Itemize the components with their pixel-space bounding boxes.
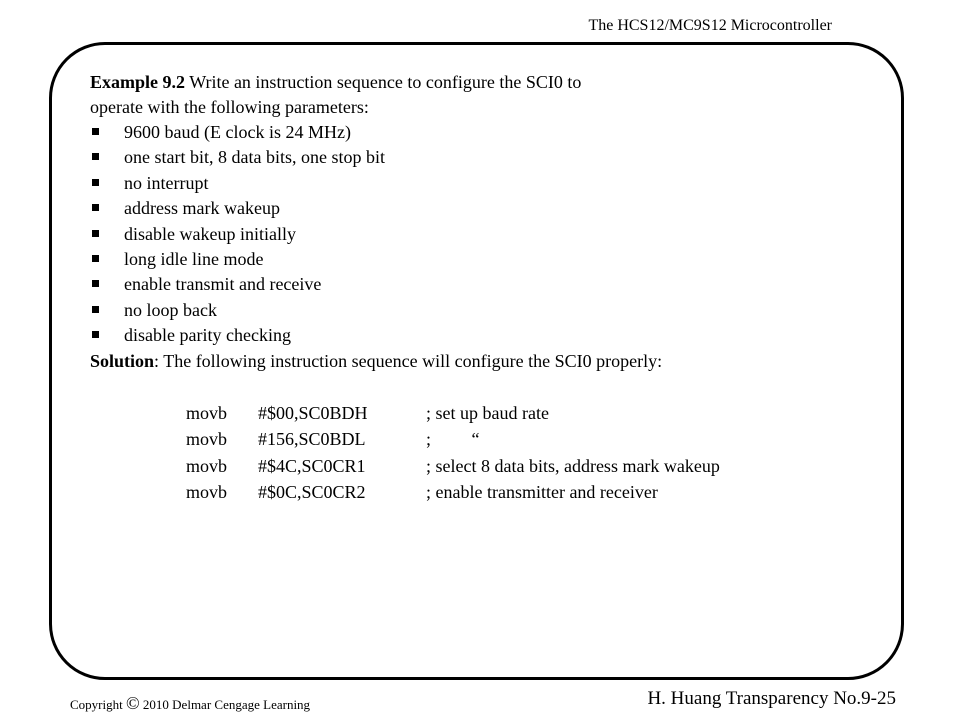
- copyright-notice: [70, 693, 310, 714]
- code-mnemonic: movb: [186, 455, 228, 476]
- code-mnemonic: movb: [186, 429, 228, 450]
- list-item: [90, 171, 890, 196]
- list-item: [90, 145, 890, 170]
- list-item-text: disable parity checking: [124, 325, 291, 346]
- list-item: [90, 247, 890, 272]
- list-item-text: no interrupt: [124, 172, 209, 193]
- solution-text: : The following instruction sequence will configure the SCI0 properly:: [154, 350, 663, 371]
- example-text-line2: operate with the following parameters:: [90, 97, 369, 117]
- list-item-text: one start bit, 8 data bits, one stop bit: [124, 147, 385, 168]
- example-text-line1: Write an instruction sequence to configure the SCI0 to: [185, 72, 582, 92]
- square-bullet-icon: [92, 128, 99, 135]
- code-operand: #$4C,SC0CR1: [258, 455, 366, 476]
- copyright-word: Copyright: [70, 697, 123, 712]
- solution-line: [90, 349, 890, 374]
- square-bullet-icon: [92, 230, 99, 237]
- list-item: [90, 120, 890, 145]
- square-bullet-icon: [92, 179, 99, 186]
- list-item: [90, 222, 890, 247]
- square-bullet-icon: [92, 255, 99, 262]
- square-bullet-icon: [92, 306, 99, 313]
- list-item: [90, 196, 890, 221]
- list-item-text: 9600 baud (E clock is 24 MHz): [124, 122, 351, 142]
- example-label: Example 9.2: [90, 72, 186, 92]
- square-bullet-icon: [92, 280, 99, 287]
- example-intro: [90, 70, 890, 120]
- copyright-icon: ©: [125, 693, 140, 713]
- code-comment: ; select 8 data bits, address mark wakeup: [426, 455, 720, 476]
- code-comment: ; set up baud rate: [426, 403, 549, 423]
- square-bullet-icon: [92, 153, 99, 160]
- copyright-text: 2010 Delmar Cengage Learning: [142, 697, 311, 712]
- list-item-text: enable transmit and receive: [124, 274, 322, 295]
- code-mnemonic: movb: [186, 481, 228, 502]
- code-comment: ; “: [426, 429, 480, 450]
- list-item-text: disable wakeup initially: [124, 223, 296, 244]
- code-operand: #$0C,SC0CR2: [258, 481, 366, 502]
- list-item: [90, 272, 890, 297]
- code-operand: #$00,SC0BDH: [258, 403, 368, 423]
- code-comment: ; enable transmitter and receiver: [426, 481, 658, 502]
- list-item-text: long idle line mode: [124, 248, 264, 269]
- list-item-text: no loop back: [124, 299, 217, 320]
- header-title: The HCS12/MC9S12 Microcontroller: [588, 17, 832, 34]
- code-mnemonic: movb: [186, 403, 228, 423]
- list-item: [90, 323, 890, 348]
- code-operand: #156,SC0BDL: [258, 429, 366, 450]
- solution-label: Solution: [90, 350, 155, 371]
- square-bullet-icon: [92, 331, 99, 338]
- transparency-number: H. Huang Transparency No.9-25: [647, 688, 896, 709]
- list-item: [90, 298, 890, 323]
- square-bullet-icon: [92, 204, 99, 211]
- slide-content: [90, 70, 890, 502]
- list-item-text: address mark wakeup: [124, 198, 280, 219]
- parameter-list: [90, 120, 890, 349]
